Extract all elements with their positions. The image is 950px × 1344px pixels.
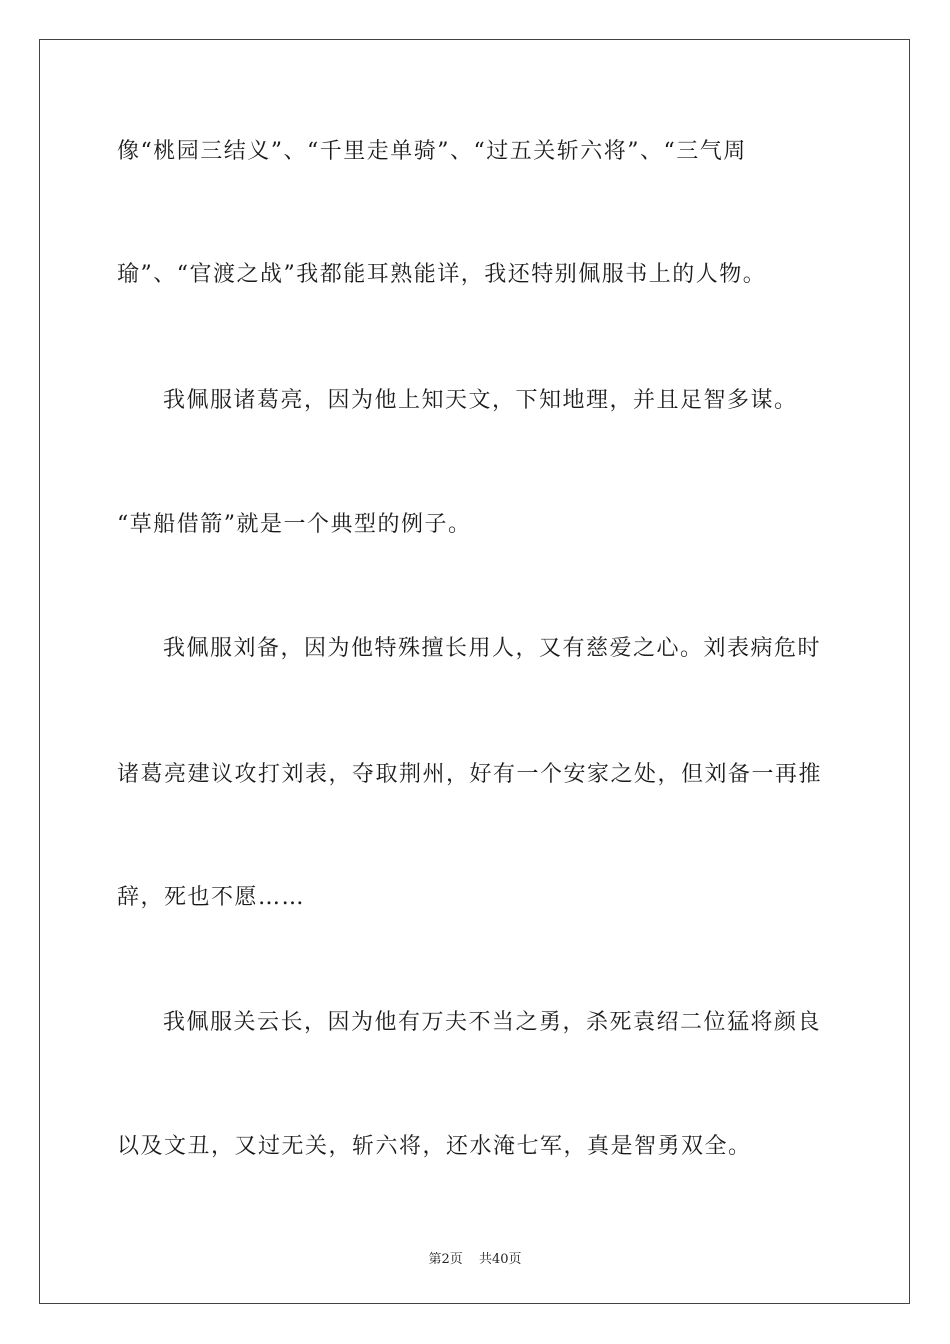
text-line-9: 以及文丑，又过无关，斩六将，还水淹七军，真是智勇双全。 [117, 1134, 752, 1159]
page-border [39, 39, 910, 1304]
text-line-6: 诸葛亮建议攻打刘表，夺取荆州，好有一个安家之处，但刘备一再推 [117, 762, 823, 787]
text-line-5: 我佩服刘备，因为他特殊擅长用人，又有慈爱之心。刘表病危时 [163, 636, 822, 661]
page-footer [0, 1248, 950, 1267]
page-number: 第2页 [428, 1252, 463, 1267]
text-line-7: 辞，死也不愿…… [117, 885, 306, 910]
text-line-4: “草船借箭”就是一个典型的例子。 [117, 512, 472, 537]
text-line-8: 我佩服关云长，因为他有万夫不当之勇，杀死袁绍二位猛将颜良 [163, 1010, 822, 1035]
text-line-2: 瑜”、“官渡之战”我都能耳熟能详，我还特别佩服书上的人物。 [117, 262, 767, 287]
text-line-3: 我佩服诸葛亮，因为他上知天文，下知地理，并且足智多谋。 [163, 388, 798, 413]
page-total: 共40页 [478, 1252, 522, 1267]
text-line-1: 像“桃园三结义”、“千里走单骑”、“过五关斩六将”、“三气周 [117, 139, 747, 164]
